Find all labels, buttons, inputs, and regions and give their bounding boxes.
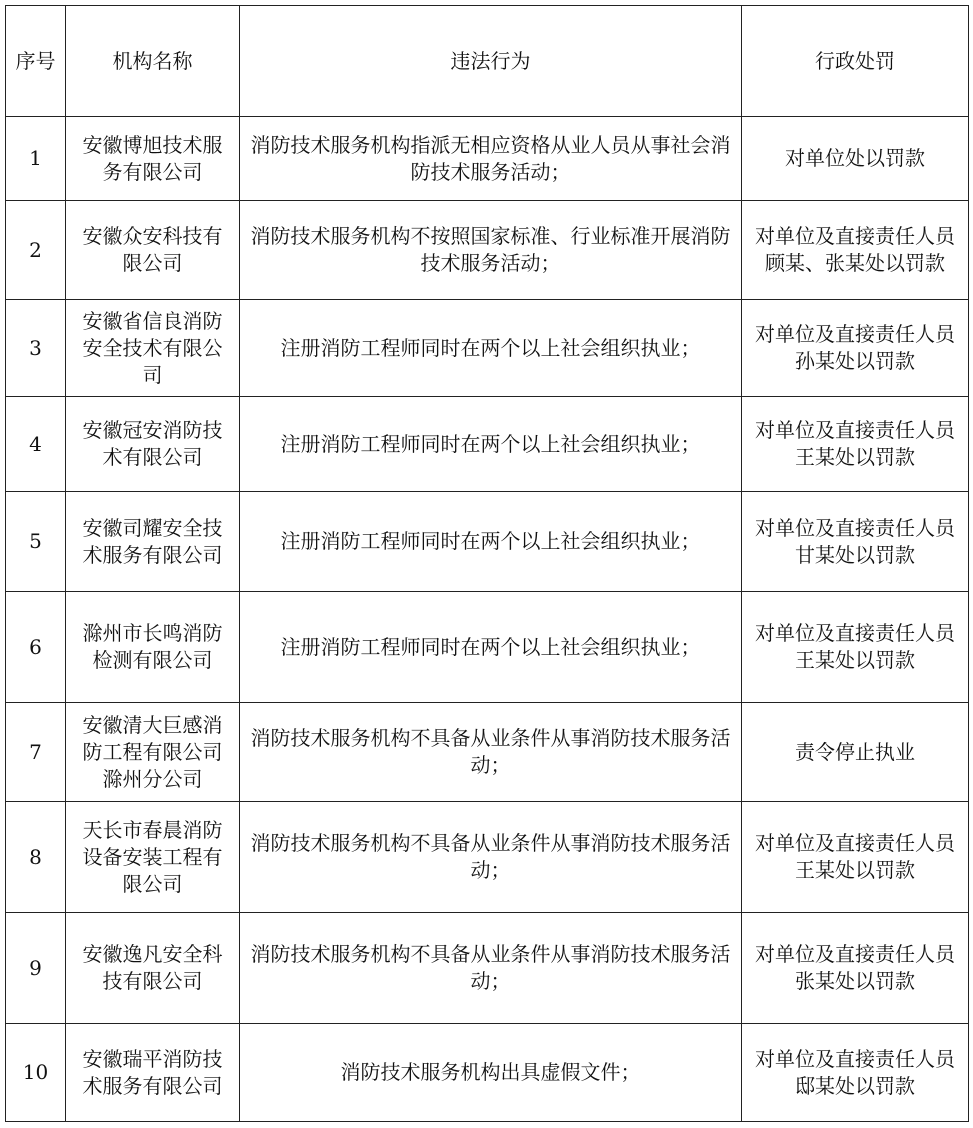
violation: 消防技术服务机构不具备从业条件从事消防技术服务活动； <box>240 703 742 802</box>
penalty: 对单位及直接责任人员王某处以罚款 <box>742 397 969 492</box>
org-name: 天长市春晨消防设备安装工程有限公司 <box>66 802 240 913</box>
violation: 注册消防工程师同时在两个以上社会组织执业； <box>240 592 742 703</box>
org-name: 安徽司耀安全技术服务有限公司 <box>66 492 240 592</box>
row-number: 5 <box>6 492 66 592</box>
violation: 消防技术服务机构不按照国家标准、行业标准开展消防技术服务活动； <box>240 201 742 300</box>
row-number: 6 <box>6 592 66 703</box>
penalty: 责令停止执业 <box>742 703 969 802</box>
penalty: 对单位及直接责任人员孙某处以罚款 <box>742 300 969 397</box>
row-number: 3 <box>6 300 66 397</box>
table-row <box>6 1024 969 1122</box>
violation: 消防技术服务机构不具备从业条件从事消防技术服务活动； <box>240 913 742 1024</box>
row-number: 8 <box>6 802 66 913</box>
header-penalty: 行政处罚 <box>742 6 969 117</box>
org-name: 滁州市长鸣消防检测有限公司 <box>66 592 240 703</box>
table-row <box>6 703 969 802</box>
table-row <box>6 802 969 913</box>
org-name: 安徽瑞平消防技术服务有限公司 <box>66 1024 240 1122</box>
row-number: 2 <box>6 201 66 300</box>
penalty-table <box>5 5 969 1122</box>
header-number: 序号 <box>6 6 66 117</box>
table-row <box>6 397 969 492</box>
row-number: 7 <box>6 703 66 802</box>
table-row <box>6 592 969 703</box>
table-row <box>6 201 969 300</box>
violation: 注册消防工程师同时在两个以上社会组织执业； <box>240 492 742 592</box>
org-name: 安徽清大巨感消防工程有限公司滁州分公司 <box>66 703 240 802</box>
penalty: 对单位及直接责任人员张某处以罚款 <box>742 913 969 1024</box>
header-org-name: 机构名称 <box>66 6 240 117</box>
row-number: 9 <box>6 913 66 1024</box>
penalty: 对单位及直接责任人员甘某处以罚款 <box>742 492 969 592</box>
penalty: 对单位处以罚款 <box>742 117 969 201</box>
header-violation: 违法行为 <box>240 6 742 117</box>
org-name: 安徽冠安消防技术有限公司 <box>66 397 240 492</box>
table-row <box>6 913 969 1024</box>
penalty: 对单位及直接责任人员邸某处以罚款 <box>742 1024 969 1122</box>
row-number: 10 <box>6 1024 66 1122</box>
table-row <box>6 492 969 592</box>
header-row <box>6 6 969 117</box>
violation: 消防技术服务机构不具备从业条件从事消防技术服务活动； <box>240 802 742 913</box>
row-number: 4 <box>6 397 66 492</box>
table-row <box>6 300 969 397</box>
violation: 注册消防工程师同时在两个以上社会组织执业； <box>240 397 742 492</box>
penalty: 对单位及直接责任人员顾某、张某处以罚款 <box>742 201 969 300</box>
org-name: 安徽众安科技有限公司 <box>66 201 240 300</box>
org-name: 安徽逸凡安全科技有限公司 <box>66 913 240 1024</box>
row-number: 1 <box>6 117 66 201</box>
violation: 消防技术服务机构出具虚假文件； <box>240 1024 742 1122</box>
org-name: 安徽省信良消防安全技术有限公司 <box>66 300 240 397</box>
penalty: 对单位及直接责任人员王某处以罚款 <box>742 802 969 913</box>
table-row <box>6 117 969 201</box>
violation: 消防技术服务机构指派无相应资格从业人员从事社会消防技术服务活动； <box>240 117 742 201</box>
violation: 注册消防工程师同时在两个以上社会组织执业； <box>240 300 742 397</box>
penalty: 对单位及直接责任人员王某处以罚款 <box>742 592 969 703</box>
org-name: 安徽博旭技术服务有限公司 <box>66 117 240 201</box>
